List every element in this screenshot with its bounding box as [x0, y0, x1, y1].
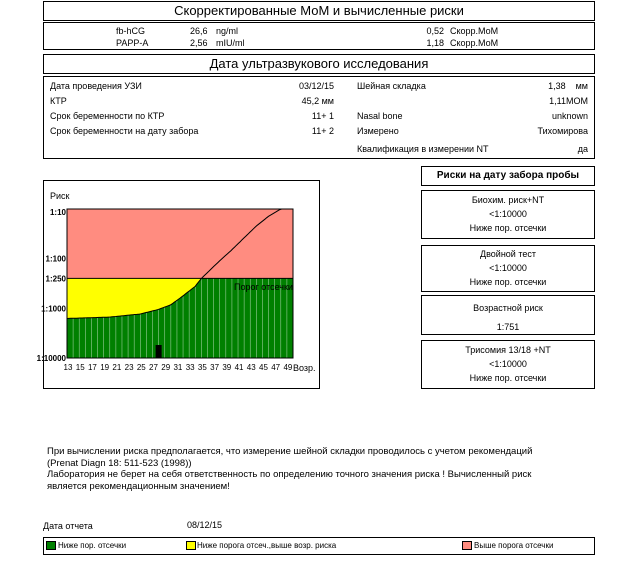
x-tick-label: 29 [161, 363, 171, 372]
x-tick-label: 43 [246, 363, 256, 372]
above-cutoff-area [67, 209, 293, 278]
x-tick-label: 35 [197, 363, 207, 372]
x-tick-label: 21 [112, 363, 122, 372]
us-label: Шейная складка [357, 81, 426, 91]
risk-title: Возрастной риск [473, 303, 543, 313]
y-tick-label: 1:10000 [36, 354, 66, 363]
risk-box-biochem [421, 190, 595, 239]
us-label: Квалификация в измерении NT [357, 144, 489, 154]
x-tick-label: 27 [149, 363, 158, 372]
marker-mom: 0,52 [426, 26, 444, 36]
marker-mom-label: Скорр.МоМ [450, 38, 499, 48]
risk-value: <1:10000 [489, 263, 527, 273]
legend-label: Ниже пор. отсечки [58, 541, 127, 550]
us-label: КТР [50, 96, 67, 106]
x-tick-label: 39 [222, 363, 232, 372]
marker-name: PAPP-A [116, 38, 149, 48]
disclaimer-line: При вычислении риска предполагается, что измерение шейной складки проводилось с учетом рекомендаций [47, 446, 533, 457]
risk-title: Трисомия 13/18 +NT [465, 345, 551, 355]
x-tick-label: 45 [259, 363, 268, 372]
x-tick-label: 47 [271, 363, 281, 372]
us-value: 03/12/15 [298, 81, 334, 91]
risk-box-age [421, 295, 595, 335]
chart-xlabel: Возр. [293, 363, 316, 373]
patient-marker [156, 345, 162, 358]
risk-title: Двойной тест [480, 249, 536, 259]
us-value: да [577, 144, 588, 154]
x-tick-label: 13 [63, 363, 73, 372]
header-ultrasound: Дата ультразвукового исследования [43, 54, 595, 74]
risk-value: <1:10000 [489, 209, 527, 219]
us-label: Срок беременности на дату забора [50, 126, 199, 136]
disclaimer [47, 446, 532, 492]
x-tick-label: 41 [234, 363, 244, 372]
header-corrected-mom: Скорректированные МоМ и вычисленные риски [43, 1, 595, 21]
risk-box-trisomy [421, 340, 595, 389]
x-tick-label: 19 [100, 363, 110, 372]
ultrasound-box [43, 76, 595, 159]
x-tick-label: 15 [75, 363, 85, 372]
us-value: 45,2 мм [301, 96, 334, 106]
legend-label: Выше порога отсечки [474, 541, 554, 550]
us-label: Nasal bone [357, 111, 403, 121]
risk-note: Ниже пор. отсечки [469, 223, 547, 233]
us-label: Дата проведения УЗИ [50, 81, 142, 91]
risk-value: <1:10000 [489, 359, 527, 369]
risk-value: 1:751 [496, 322, 520, 332]
disclaimer-line: является рекомендационным значением! [47, 480, 230, 492]
risk-title: Биохим. риск+NT [471, 195, 545, 205]
us-value: 11+ 2 [311, 126, 334, 136]
y-tick-label: 1:1000 [41, 304, 66, 314]
markers-box [43, 22, 595, 50]
marker-value: 2,56 [190, 38, 208, 48]
us-value: Тихомирова [537, 126, 588, 136]
y-tick-label: 1:100 [45, 254, 66, 264]
legend-label: Ниже порога отсеч.,выше возр. риска [197, 541, 337, 550]
us-value: unknown [551, 111, 588, 121]
report-date: 08/12/15 [187, 520, 223, 530]
risk-note: Ниже пор. отсечки [469, 277, 547, 287]
chart-ylabel: Риск [50, 191, 70, 201]
x-tick-label: 17 [87, 363, 97, 372]
us-value: 11+ 1 [311, 111, 334, 121]
marker-value: 26,6 [190, 26, 208, 36]
x-tick-label: 23 [124, 363, 134, 372]
risks-title: Риски на дату забора пробы [421, 166, 595, 186]
legend-swatch-green [46, 541, 56, 550]
us-value: 1,11МОМ [549, 96, 588, 106]
marker-mom: 1,18 [426, 38, 444, 48]
x-tick-label: 49 [283, 363, 293, 372]
us-label: Срок беременности по КТР [50, 111, 165, 121]
marker-mom-label: Скорр.МоМ [450, 26, 499, 36]
risk-note: Ниже пор. отсечки [469, 373, 547, 383]
y-tick-label: 1:250 [45, 274, 66, 284]
report-date-label: Дата отчета [43, 521, 93, 531]
risk-chart-box [36, 180, 320, 389]
x-tick-label: 33 [185, 363, 195, 372]
legend-swatch-yellow [186, 541, 196, 550]
disclaimer-line: (Prenat Diagn 18: 511-523 (1998)) [47, 457, 192, 469]
legend [43, 537, 595, 555]
legend-swatch-red [462, 541, 472, 550]
marker-name: fb-hCG [116, 26, 146, 36]
risk-box-double-test [421, 245, 595, 292]
us-value: 1,38 мм [548, 81, 588, 91]
marker-unit: ng/ml [216, 26, 239, 36]
y-tick-label: 1:10 [49, 208, 66, 217]
us-label: Измерено [357, 126, 399, 136]
cutoff-label: Порог отсечки [234, 282, 293, 292]
x-tick-label: 25 [136, 363, 146, 372]
disclaimer-line: Лаборатория не берет на себя ответственность по определению точного значения риска ! Вычисленный риск [47, 469, 532, 480]
x-tick-label: 31 [173, 363, 183, 372]
marker-unit: mIU/ml [216, 38, 245, 48]
x-tick-label: 37 [210, 363, 220, 372]
